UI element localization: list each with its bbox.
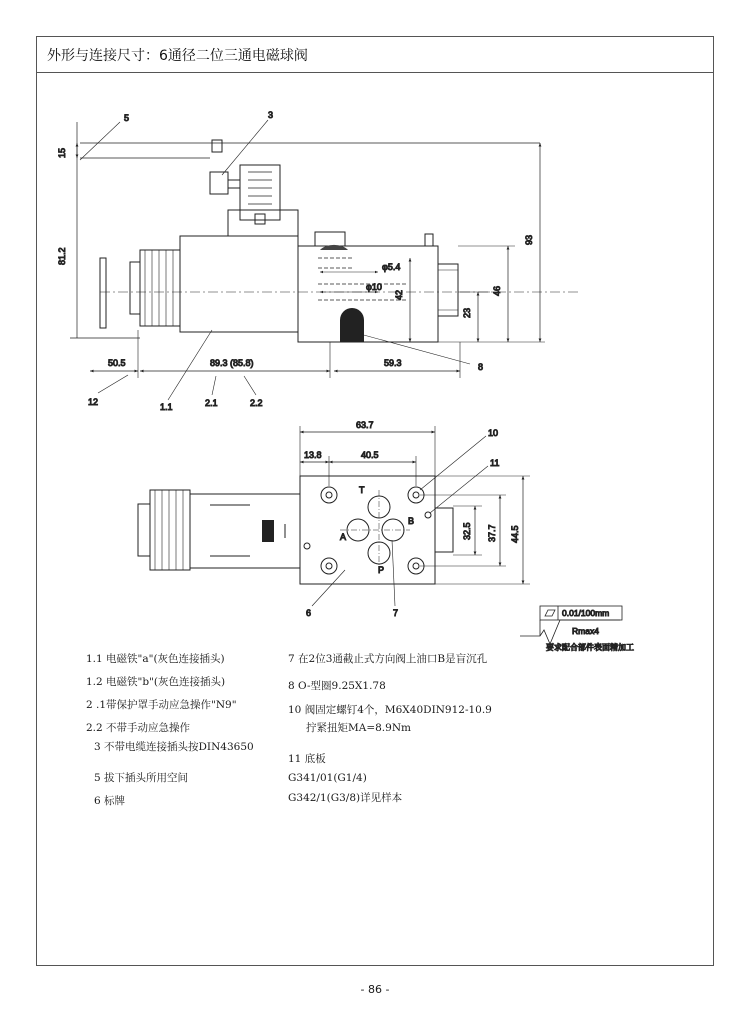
surface-note: 要求配合部件表面精加工 <box>546 643 634 652</box>
port-a: A <box>340 532 347 542</box>
cable-gland <box>210 172 228 194</box>
note-11-g341: G341/01(G1/4) <box>288 772 367 784</box>
dim-d10: φ10 <box>366 282 382 292</box>
roughness-icon <box>520 620 620 644</box>
note-3: 3 不带电缆连接插头按DIN43650 <box>94 741 254 753</box>
plug-connector <box>240 165 280 220</box>
dim-13-8: 13.8 <box>304 450 322 460</box>
dim-63-7: 63.7 <box>356 420 374 430</box>
roughness-value: Rmax4 <box>572 626 599 636</box>
dim-37-7: 37.7 <box>487 524 497 542</box>
callout-6: 6 <box>306 608 312 618</box>
plug-pin <box>212 140 222 152</box>
note-10-torque: 拧紧扭矩MA=8.9Nm <box>306 722 411 734</box>
dim-23: 23 <box>462 307 472 318</box>
callout-12: 12 <box>88 397 99 407</box>
port-b: B <box>408 516 415 526</box>
note-8: 8 O-型圈9.25X1.78 <box>288 680 386 692</box>
callout-11: 11 <box>490 458 500 468</box>
flatness-icon <box>545 610 555 616</box>
flatness-value: 0.01/100mm <box>562 608 610 618</box>
note-6: 6 标牌 <box>94 795 126 807</box>
note-10: 10 阀固定螺钉4个，M6X40DIN912-10.9 <box>288 704 492 716</box>
dim-81-2: 81.2 <box>57 247 67 265</box>
dim-d5-4: φ5.4 <box>382 262 401 272</box>
dim-93: 93 <box>524 234 534 245</box>
port-p: P <box>378 565 385 575</box>
page-title: 外形与连接尺寸：6通径二位三通电磁球阀 <box>47 48 308 64</box>
callout-1-1: 1.1 <box>160 402 173 412</box>
dim-50-5: 50.5 <box>108 358 126 368</box>
manual-override-nut <box>140 250 180 326</box>
dim-46: 46 <box>492 285 502 296</box>
note-2-2: 2.2 不带手动应急操作 <box>86 722 191 734</box>
callout-5: 5 <box>124 113 130 123</box>
callout-2-1: 2.1 <box>205 398 218 408</box>
dim-42: 42 <box>394 289 404 300</box>
solenoid-body <box>180 236 298 332</box>
note-5: 5 拔下插头所用空间 <box>94 772 189 784</box>
note-7: 7 在2位3通截止式方向阀上油口B是盲沉孔 <box>288 653 488 665</box>
callout-2-2: 2.2 <box>250 398 263 408</box>
dim-44-5: 44.5 <box>510 525 520 543</box>
note-1-1: 1.1 电磁铁"a"(灰色连接插头) <box>86 653 225 665</box>
dim-40-5: 40.5 <box>361 450 379 460</box>
callout-10: 10 <box>488 428 499 438</box>
dim-59-3: 59.3 <box>384 358 402 368</box>
note-11: 11 底板 <box>288 753 326 765</box>
callout-3: 3 <box>268 110 274 120</box>
dim-32-5: 32.5 <box>462 522 472 540</box>
dim-89-3: 89.3 (85.8) <box>210 358 254 368</box>
port-t: T <box>359 485 365 495</box>
bottom-nut <box>150 490 190 570</box>
note-1-2: 1.2 电磁铁"b"(灰色连接插头) <box>86 676 226 688</box>
top-view <box>57 110 580 412</box>
bottom-view <box>138 420 530 618</box>
o-ring-port <box>340 308 364 342</box>
callout-8: 8 <box>478 362 484 372</box>
note-2-1: 2 .1带保护罩手动应急操作"N9" <box>86 699 237 711</box>
dim-15: 15 <box>57 147 67 158</box>
page-number: - 86 - <box>360 983 390 996</box>
callout-7: 7 <box>393 608 399 618</box>
surface-spec <box>520 606 634 652</box>
valve-body <box>298 246 438 342</box>
note-11-g342: G342/1(G3/8)详见样本 <box>288 792 403 804</box>
